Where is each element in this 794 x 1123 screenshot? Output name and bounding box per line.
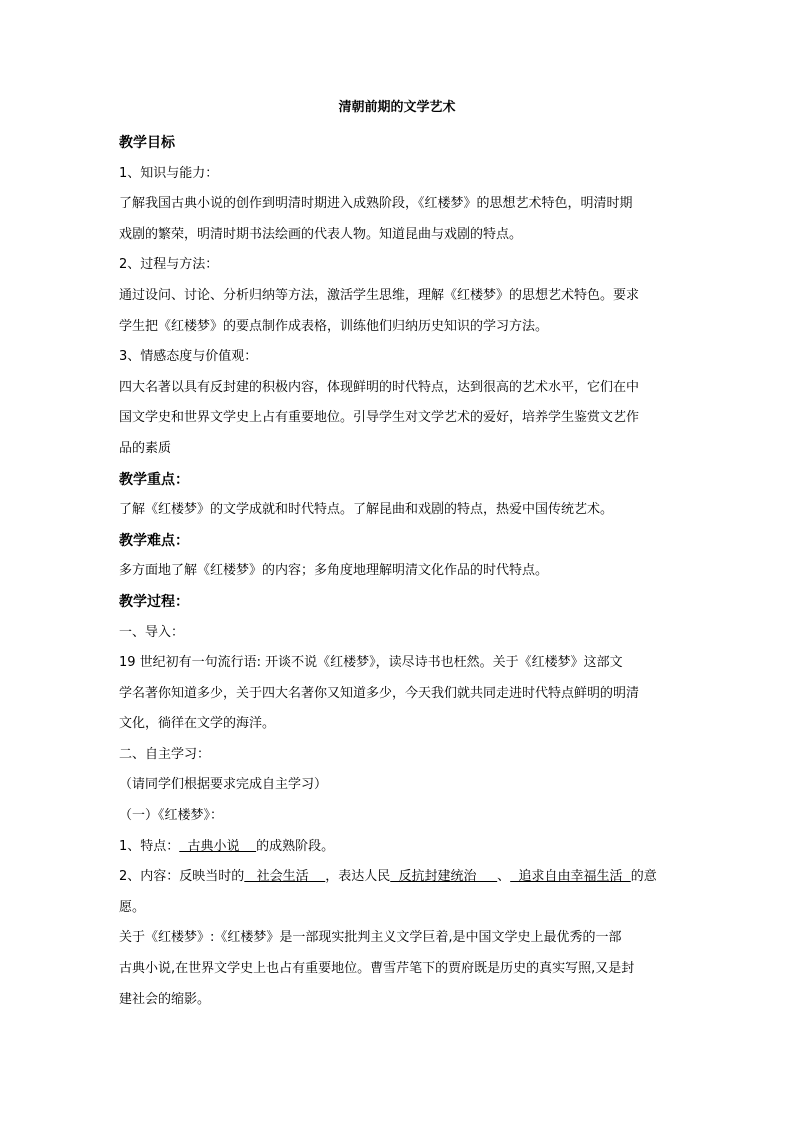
self-study-label: 二、自主学习： [119, 746, 211, 762]
feature-answer-blank: 古典小说 [179, 838, 257, 854]
feature-line [119, 832, 677, 863]
goal-2-text-line: 通过设问、讨论、分析归纳等方法，激活学生思维，理解《红楼梦》的思想艺术特色。要求 [119, 287, 640, 303]
about-text-line: 古典小说,在世界文学史上也占有重要地位。曹雪芹笔下的贾府既是历史的真实写照,又是封 [119, 961, 635, 977]
section-heading-process: 教学过程： [119, 593, 189, 610]
content-line [119, 862, 677, 893]
goal-1-label: 1、知识与能力： [119, 165, 219, 181]
goal-3-text-line: 国文学史和世界文学史上占有重要地位。引导学生对文学艺术的爱好，培养学生鉴赏文艺作 [119, 410, 640, 426]
document-body [119, 128, 677, 1015]
goal-3-label: 3、情感态度与价值观： [119, 349, 258, 365]
content-mid: ，表达人民 [325, 869, 391, 885]
about-text-line: 建社会的缩影。 [119, 991, 211, 1007]
goal-3-text-line: 四大名著以具有反封建的积极内容，体现鲜明的时代特点，达到很高的艺术水平，它们在中 [119, 379, 640, 395]
section-heading-goals: 教学目标 [119, 135, 175, 151]
feature-prefix: 1、特点： [119, 838, 180, 854]
subsection-hongloumeng: （一）《红楼梦》： [119, 808, 224, 824]
intro-text-line: 学名著你知道多少，关于四大名著你又知道多少，今天我们就共同走进时代特点鲜明的明清 [119, 685, 640, 701]
goal-1-text-line: 了解我国古典小说的创作到明清时期进入成熟阶段，《红楼梦》的思想艺术特色，明清时期 [119, 196, 633, 212]
difficult-points-text: 多方面地了解《红楼梦》的内容；多角度地理解明清文化作品的时代特点。 [119, 563, 549, 579]
about-text-line: 关于《红楼梦》:《红楼梦》是一部现实批判主义文学巨着,是中国文学史上最优秀的一部 [119, 930, 622, 946]
intro-text-line: 文化，徜徉在文学的海洋。 [119, 716, 276, 732]
content-suffix: 的意 [630, 869, 657, 885]
content-prefix: 2、内容：反映当时的 [119, 869, 245, 885]
feature-suffix: 的成熟阶段。 [256, 838, 335, 854]
content-line-2: 愿。 [119, 899, 146, 915]
goal-2-text-line: 学生把《红楼梦》的要点制作成表格，训练他们归纳历史知识的学习方法。 [119, 318, 549, 334]
goal-1-text-line: 戏剧的繁荣，明清时期书法绘画的代表人物。知道昆曲与戏剧的特点。 [119, 226, 523, 242]
content-answer-blank-1: 社会生活 [244, 869, 326, 885]
self-study-note: （请同学们根据要求完成自主学习） [119, 777, 328, 793]
content-separator: 、 [497, 869, 511, 885]
goal-3-text-line: 品的素质 [119, 440, 172, 456]
key-points-text: 了解《红楼梦》的文学成就和时代特点。了解昆曲和戏剧的特点，热爱中国传统艺术。 [119, 502, 614, 518]
document-title: 清朝前期的文学艺术 [338, 100, 456, 115]
content-answer-blank-2: 反抗封建统治 [390, 869, 498, 885]
intro-text-line: 19 世纪初有一句流行语: 开谈不说《红楼梦》，读尽诗书也枉然。关于《红楼梦》这部文 [119, 655, 623, 671]
section-heading-difficult-points: 教学难点： [119, 532, 189, 549]
intro-label: 一、导入： [119, 624, 185, 640]
section-heading-key-points: 教学重点： [119, 471, 189, 488]
goal-2-label: 2、过程与方法： [119, 257, 219, 273]
content-answer-blank-3: 追求自由幸福生活 [510, 869, 631, 885]
